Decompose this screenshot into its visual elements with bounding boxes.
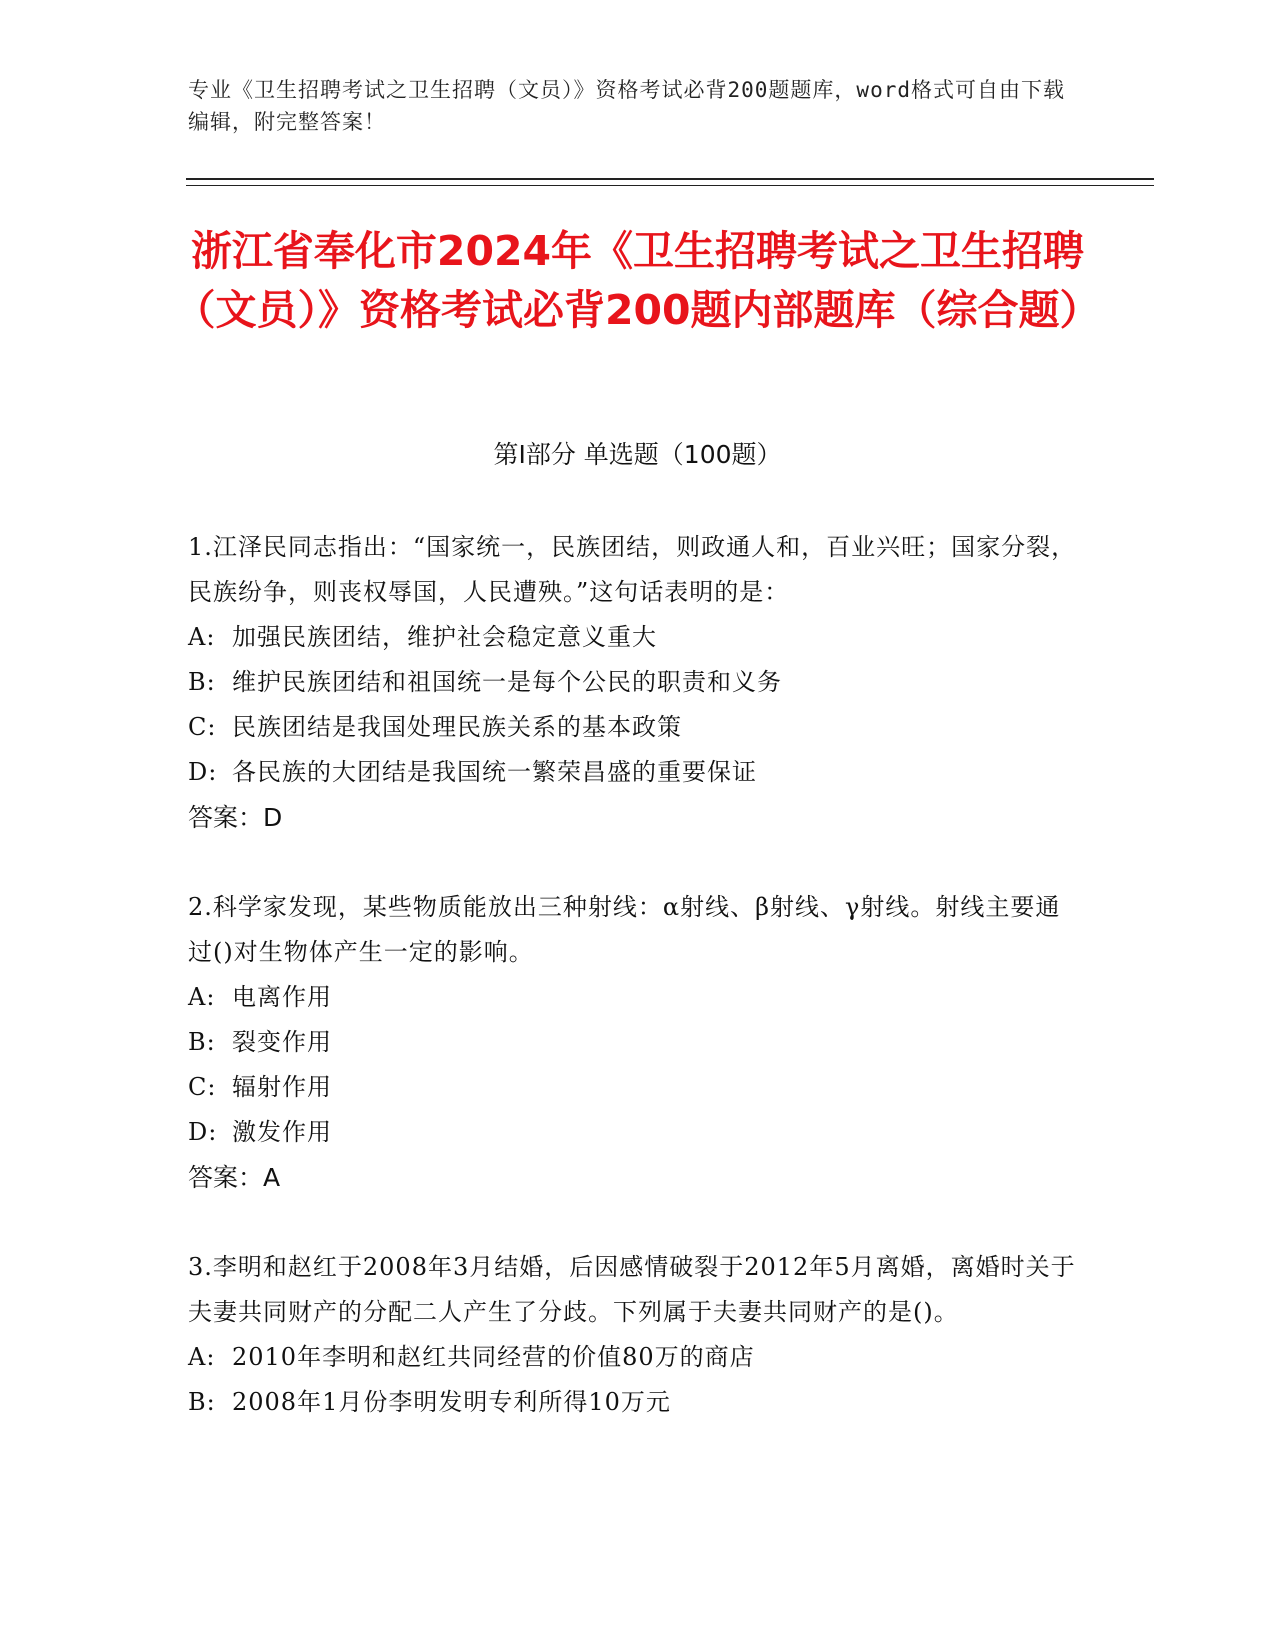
option-text: 各民族的大团结是我国统一繁荣昌盛的重要保证: [232, 758, 757, 786]
answer-line: [188, 795, 1083, 840]
question-stem: 3.李明和赵红于2008年3月结婚，后因感情破裂于2012年5月离婚，离婚时关于夫妻共同财产的分配二人产生了分歧。下列属于夫妻共同财产的是()。: [188, 1253, 1076, 1326]
option-b: [188, 1020, 1083, 1065]
option-a: [188, 1335, 1083, 1380]
header-note: 专业《卫生招聘考试之卫生招聘（文员）》资格考试必背200题题库，word格式可自由下载编辑，附完整答案！: [188, 78, 1065, 134]
header-divider-thin: [186, 185, 1154, 186]
option-text: 民族团结是我国处理民族关系的基本政策: [232, 713, 682, 741]
option-text: 裂变作用: [232, 1028, 332, 1056]
option-key: B:: [188, 1388, 216, 1416]
question-2: [188, 885, 1083, 1200]
answer-label: 答案：: [188, 803, 264, 832]
option-a: [188, 615, 1083, 660]
answer-value: A: [263, 1163, 281, 1192]
option-text: 2010年李明和赵红共同经营的价值80万的商店: [232, 1343, 755, 1371]
question-3: [188, 1245, 1083, 1425]
option-key: D:: [188, 758, 218, 786]
question-list: [188, 525, 1083, 1470]
question-stem: 1.江泽民同志指出：“国家统一，民族团结，则政通人和，百业兴旺；国家分裂，民族纷争，则丧权辱国，人民遭殃。”这句话表明的是：: [188, 533, 1077, 606]
option-key: C:: [188, 713, 217, 741]
option-text: 2008年1月份李明发明专利所得10万元: [232, 1388, 671, 1416]
option-key: D:: [188, 1118, 218, 1146]
option-d: [188, 1110, 1083, 1155]
option-key: A:: [188, 983, 216, 1011]
option-text: 维护民族团结和祖国统一是每个公民的职责和义务: [232, 668, 782, 696]
option-text: 加强民族团结，维护社会稳定意义重大: [232, 623, 657, 651]
option-key: B:: [188, 668, 216, 696]
option-c: [188, 705, 1083, 750]
option-key: B:: [188, 1028, 216, 1056]
answer-label: 答案：: [188, 1163, 264, 1192]
option-c: [188, 1065, 1083, 1110]
document-title: 浙江省奉化市2024年《卫生招聘考试之卫生招聘（文员）》资格考试必背200题内部题库（综合题）: [174, 227, 1101, 334]
option-key: A:: [188, 623, 216, 651]
option-key: A:: [188, 1343, 216, 1371]
section-title: 第Ⅰ部分 单选题（100题）: [493, 440, 782, 469]
option-b: [188, 1380, 1083, 1425]
answer-value: D: [263, 803, 283, 832]
option-d: [188, 750, 1083, 795]
option-b: [188, 660, 1083, 705]
question-1: [188, 525, 1083, 840]
question-stem: 2.科学家发现，某些物质能放出三种射线：α射线、β射线、γ射线。射线主要通过()对生物体产生一定的影响。: [188, 893, 1061, 966]
answer-line: [188, 1155, 1083, 1200]
option-text: 激发作用: [232, 1118, 332, 1146]
option-key: C:: [188, 1073, 217, 1101]
option-text: 电离作用: [232, 983, 332, 1011]
header-divider: [186, 178, 1154, 180]
option-text: 辐射作用: [232, 1073, 332, 1101]
option-a: [188, 975, 1083, 1020]
